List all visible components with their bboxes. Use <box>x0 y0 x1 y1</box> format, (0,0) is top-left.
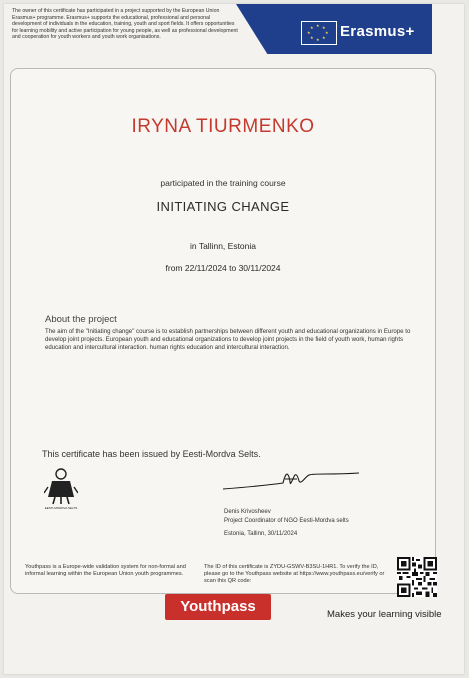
logo-caption: EESTI-MORDVA SELTS <box>44 506 78 510</box>
signer-title: Project Coordinator of NGO Eesti-Mordva selts <box>224 518 349 524</box>
issuer-statement: This certificate has been issued by Eesti-Mordva Selts. <box>42 449 261 459</box>
signed-place-date: Estonia, Tallinn, 30/11/2024 <box>224 531 298 537</box>
youthpass-logo: Youthpass <box>165 594 271 620</box>
participant-name: IRYNA TIURMENKO <box>131 116 315 137</box>
certificate-frame <box>10 68 436 594</box>
about-title: About the project <box>45 314 117 325</box>
qr-code-icon[interactable] <box>397 557 437 597</box>
erasmus-logo: Erasmus+ <box>340 23 415 40</box>
youthpass-description: Youthpass is a Europe-wide validation system for non-formal and informal learning within the European Union youth programmes. <box>25 564 186 577</box>
eu-flag-icon: ★ ★ ★ ★ ★ ★ ★ ★ <box>301 21 337 45</box>
about-text: The aim of the "Initiating change" course is to establish partnerships between different youth and educational organizations in Europe to develop joint projects. European youth and educational organizations to develop joint projects in the field of youth work, human rights education and intercultural interaction. human rights education and intercultural interaction. <box>45 328 411 352</box>
course-dates: from 22/11/2024 to 30/11/2024 <box>165 263 281 273</box>
eesti-mordva-logo <box>44 467 78 511</box>
course-location: in Tallinn, Estonia <box>190 241 256 251</box>
participation-statement: participated in the training course <box>160 178 286 188</box>
youthpass-tagline: Makes your learning visible <box>327 609 442 620</box>
course-title: INITIATING CHANGE <box>156 199 290 214</box>
signer-name: Denis Krivosheev <box>224 509 271 515</box>
erasmus-disclaimer: The owner of this certificate has participated in a project supported by the European Union Erasmus+ programme. Erasmus+ supports the educational, professional and personal development of individuals in the education, training, youth and sport fields. It offers opportunities for learning mobility and active participation for young people, as well as professional development and cooperation for youth workers and youth work organisations. <box>12 8 238 41</box>
certificate-id-text: The ID of this certificate is ZYDU-GSWV-B3SU-1HR1. To verify the ID, please go to the Youthpass website at https://www.youthpass.eu/verify or scan this QR code: <box>204 564 385 584</box>
signature <box>219 465 369 495</box>
